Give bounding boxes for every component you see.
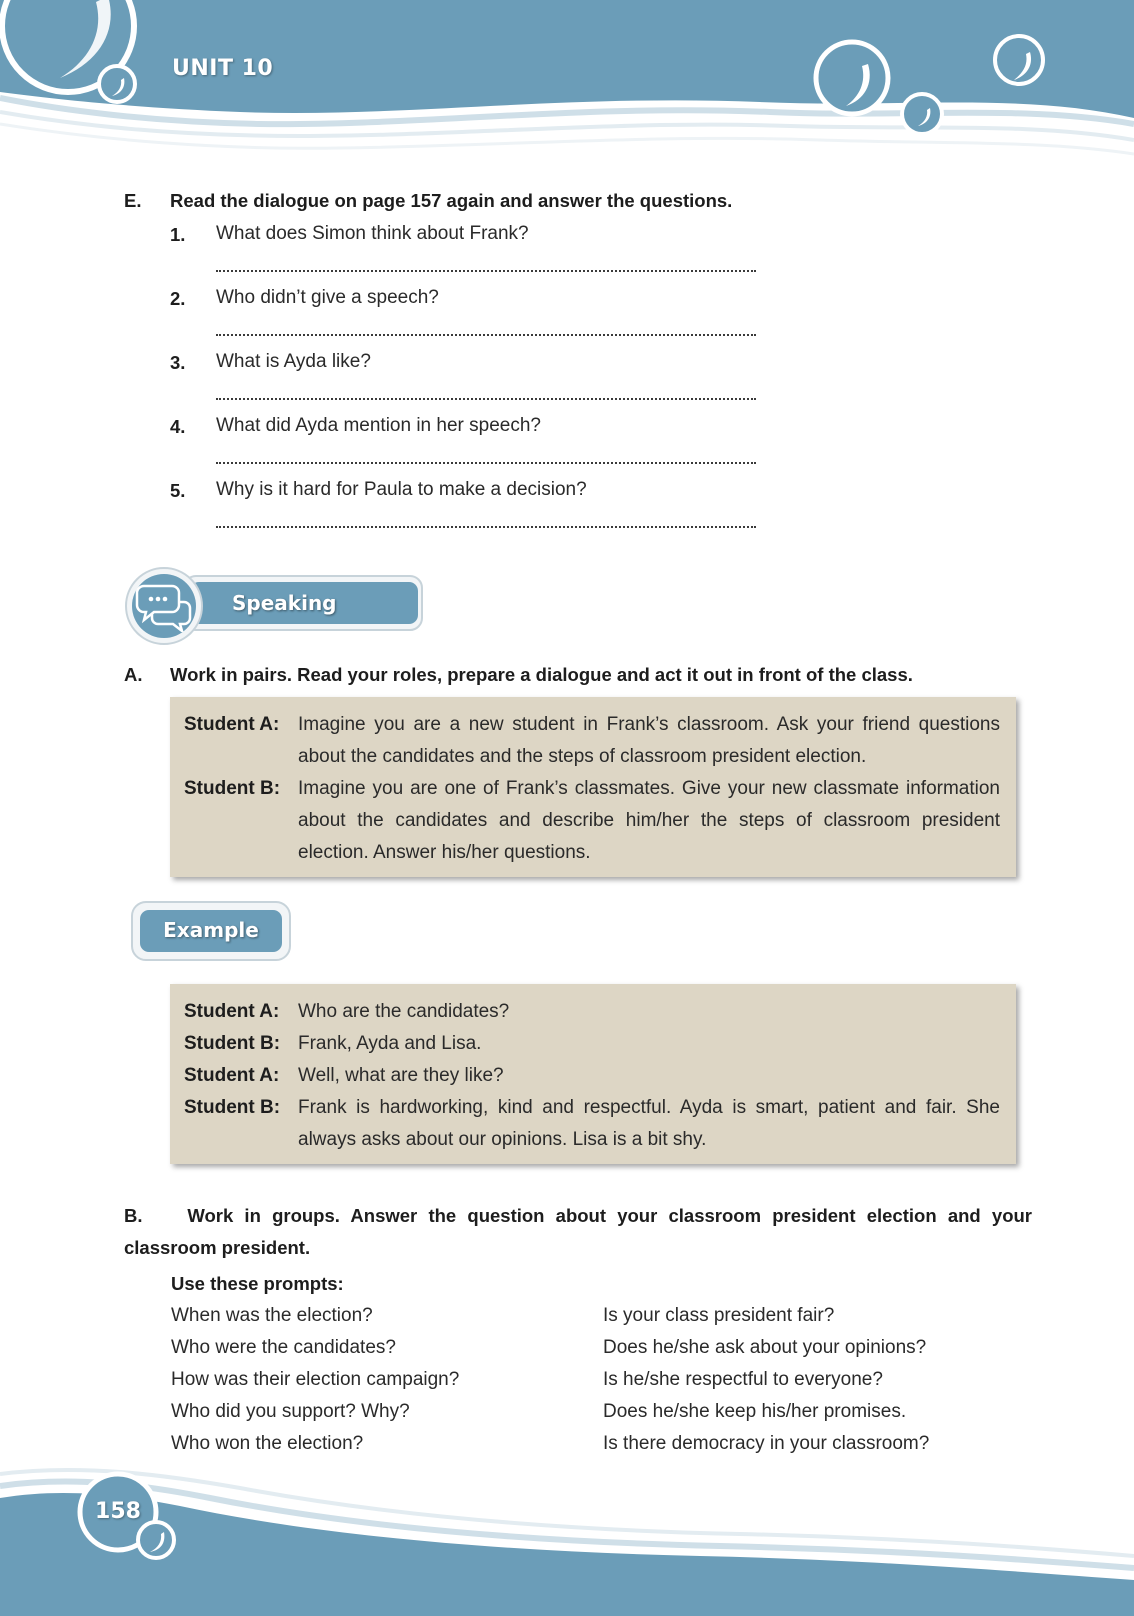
dialogue-line bbox=[184, 1092, 1000, 1156]
question-number: 4. bbox=[170, 416, 186, 437]
example-badge bbox=[130, 900, 292, 964]
prompt-item: Is he/she respectful to everyone? bbox=[603, 1369, 883, 1390]
dialogue-speaker: Student A: bbox=[184, 1065, 280, 1086]
answer-line[interactable] bbox=[216, 394, 756, 400]
question-text: Why is it hard for Paula to make a decision? bbox=[216, 479, 587, 500]
question-text: What does Simon think about Frank? bbox=[216, 223, 529, 244]
dialogue-text: Frank is hardworking, kind and respectful. Ayda is smart, patient and fair. She always asks about our opinions. Lisa is a bit shy. bbox=[298, 1097, 1000, 1150]
role-text: Imagine you are a new student in Frank’s classroom. Ask your friend questions about the candidates and the steps of classroom president election. bbox=[298, 714, 1000, 767]
dialogue-text: Frank, Ayda and Lisa. bbox=[298, 1033, 482, 1054]
section-e-instruction: Read the dialogue on page 157 again and answer the questions. bbox=[170, 190, 733, 211]
unit-title: UNIT 10 bbox=[172, 56, 274, 81]
roles-box bbox=[170, 697, 1016, 877]
section-b-letter: B. bbox=[124, 1205, 143, 1226]
footer-wave bbox=[0, 1460, 1134, 1616]
section-a-instruction: Work in pairs. Read your roles, prepare a dialogue and act it out in front of the class. bbox=[170, 664, 913, 685]
prompt-item: Is there democracy in your classroom? bbox=[603, 1433, 930, 1454]
section-b-instruction: Work in groups. Answer the question about your classroom president election and your classroom president. bbox=[124, 1205, 1033, 1258]
speaking-badge bbox=[124, 566, 426, 646]
prompt-item: Who did you support? Why? bbox=[171, 1401, 410, 1422]
dialogue-text: Who are the candidates? bbox=[298, 1001, 510, 1022]
question-text: What did Ayda mention in her speech? bbox=[216, 415, 541, 436]
dialogue-speaker: Student B: bbox=[184, 1033, 281, 1054]
question-number: 1. bbox=[170, 224, 186, 245]
dialogue-line bbox=[184, 1060, 1000, 1092]
prompt-item: Who won the election? bbox=[171, 1433, 364, 1454]
role-row bbox=[184, 709, 1000, 773]
prompts-heading: Use these prompts: bbox=[171, 1273, 344, 1294]
prompt-item: Is your class president fair? bbox=[603, 1305, 835, 1326]
speaking-label: Speaking bbox=[232, 591, 337, 615]
example-dialogue-box bbox=[170, 984, 1016, 1164]
question-number: 5. bbox=[170, 480, 186, 501]
question-number: 3. bbox=[170, 352, 186, 373]
prompt-item: Does he/she keep his/her promises. bbox=[603, 1401, 907, 1422]
role-speaker: Student B: bbox=[184, 778, 281, 799]
role-row bbox=[184, 773, 1000, 869]
speech-bubbles-icon bbox=[134, 582, 194, 632]
question-text: Who didn’t give a speech? bbox=[216, 287, 439, 308]
prompt-item: Does he/she ask about your opinions? bbox=[603, 1337, 927, 1358]
dialogue-line bbox=[184, 1028, 1000, 1060]
section-b-paragraph bbox=[124, 1200, 1032, 1264]
example-label: Example bbox=[163, 918, 259, 942]
question-text: What is Ayda like? bbox=[216, 351, 371, 372]
page-number: 158 bbox=[95, 1499, 141, 1524]
question-number: 2. bbox=[170, 288, 186, 309]
section-a-letter: A. bbox=[124, 664, 143, 685]
answer-line[interactable] bbox=[216, 266, 756, 272]
prompt-item: How was their election campaign? bbox=[171, 1369, 460, 1390]
prompt-item: Who were the candidates? bbox=[171, 1337, 396, 1358]
dialogue-speaker: Student A: bbox=[184, 1001, 280, 1022]
answer-line[interactable] bbox=[216, 522, 756, 528]
role-speaker: Student A: bbox=[184, 714, 280, 735]
answer-line[interactable] bbox=[216, 458, 756, 464]
answer-line[interactable] bbox=[216, 330, 756, 336]
dialogue-line bbox=[184, 996, 1000, 1028]
prompt-item: When was the election? bbox=[171, 1305, 373, 1326]
role-text: Imagine you are one of Frank’s classmates. Give your new classmate information about the candidates and describe him/her the steps of classroom president election. Answer his/her questions. bbox=[298, 778, 1000, 863]
dialogue-text: Well, what are they like? bbox=[298, 1065, 504, 1086]
dialogue-speaker: Student B: bbox=[184, 1097, 281, 1118]
header-bubbles bbox=[0, 0, 1134, 165]
section-e-letter: E. bbox=[124, 190, 142, 211]
